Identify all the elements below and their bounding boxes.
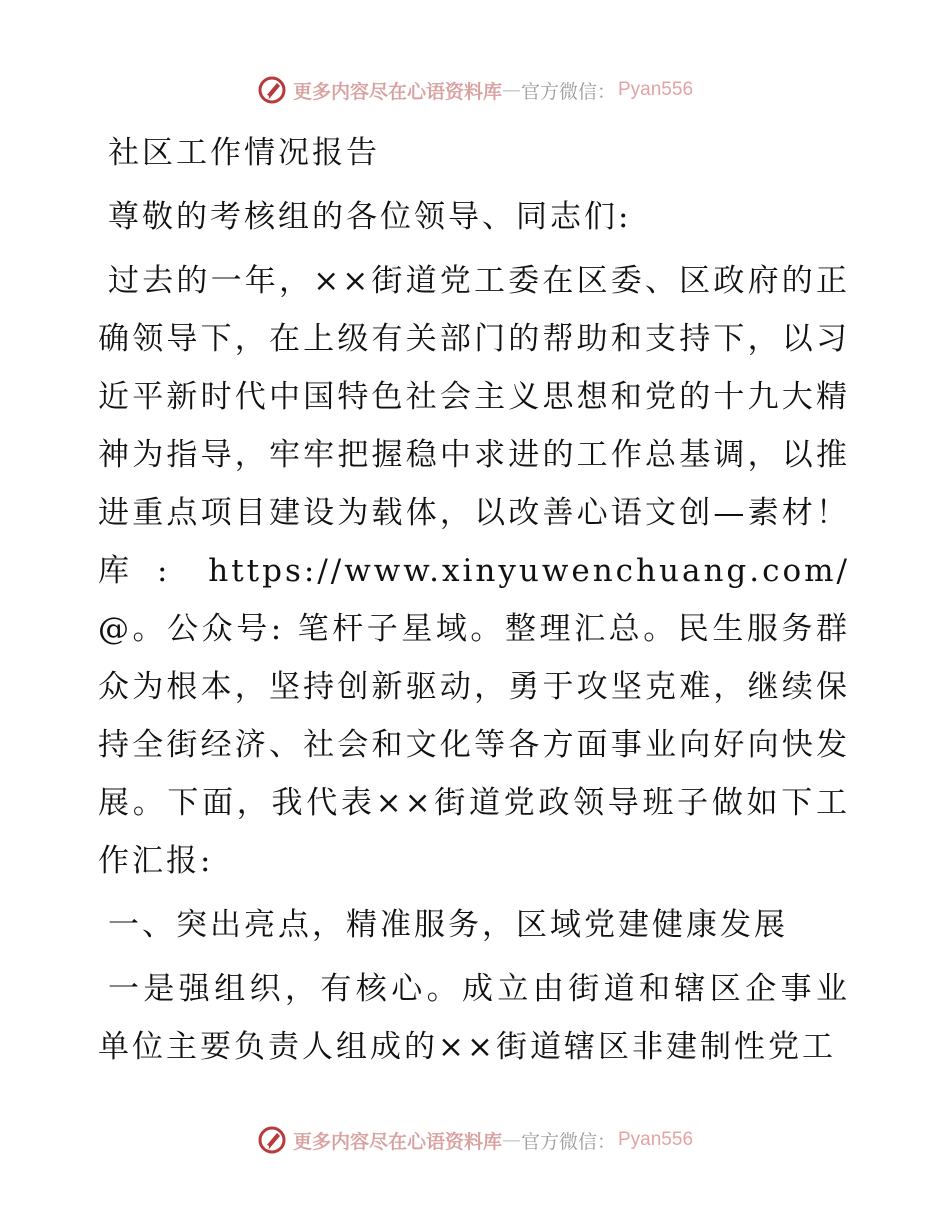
watermark-wechat-id: Pyan556 (618, 79, 694, 100)
watermark-sub-text: 官方微信： (520, 80, 616, 103)
document-title: 社区工作情况报告 (108, 135, 380, 171)
paragraph-intro: 过去的一年，××街道党工委在区委、区政府的正确领导下，在上级有关部门的帮助和支持下，以习近平新时代中国特色社会主义思想和党的十九大精神为指导，牢牢把握稳中求进的工作总基调，以推进重点项目建设为载体，以改善心语文创—素材！库: https://www.xinyuwenchuang.com/@。公众号: 笔杆子星域。整理汇总。民生服务群众为根本，坚持创新驱动，勇于攻坚克难，继续保持全街经济、社会和文化等各方面事业向好向快发展。下面，我代表××街道党政领导班子做如下工作汇报: (98, 263, 850, 879)
greeting: 尊敬的考核组的各位领导、同志们: (108, 199, 632, 235)
watermark-sub-text: 官方微信： (520, 1130, 616, 1153)
watermark-footer (0, 1122, 950, 1158)
watermark-header (0, 72, 950, 108)
watermark-main-text: 更多内容尽在心语资料库 (292, 1130, 502, 1153)
watermark-main-text: 更多内容尽在心语资料库 (292, 80, 502, 103)
watermark-dash: — (501, 1129, 521, 1151)
watermark-wechat-id: Pyan556 (618, 1129, 694, 1150)
paragraph-organization: 一是强组织，有核心。成立由街道和辖区企事业单位主要负责人组成的××街道辖区非建制性党工 (98, 971, 850, 1065)
watermark-dash: — (501, 79, 521, 101)
pen-logo-icon (257, 1125, 287, 1155)
pen-logo-icon (257, 75, 287, 105)
section-heading: 一、突出亮点，精准服务，区域党建健康发展 (108, 907, 788, 943)
document-body (98, 124, 850, 1082)
